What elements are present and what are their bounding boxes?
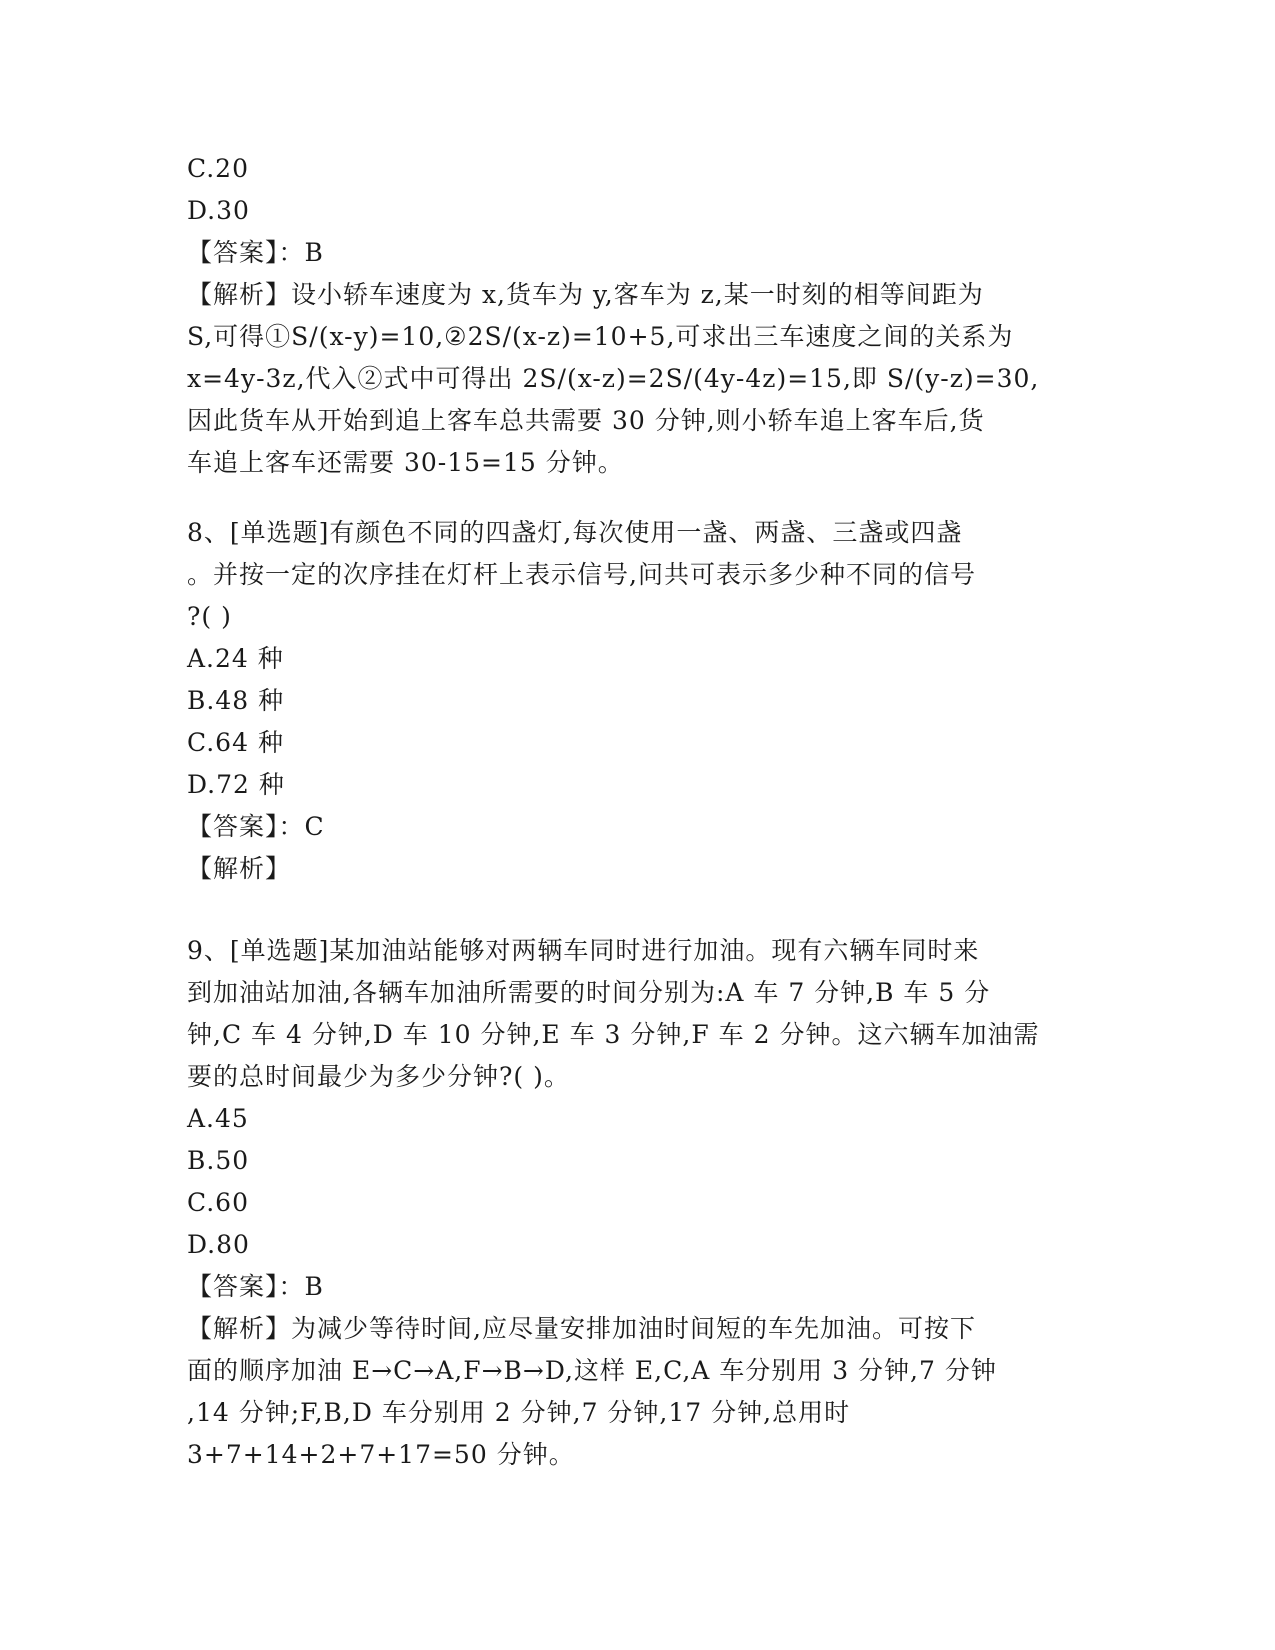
analysis-line: ,14 分钟;F,B,D 车分别用 2 分钟,7 分钟,17 分钟,总用时 bbox=[187, 1398, 851, 1427]
question-text-line: 。并按一定的次序挂在灯杆上表示信号,问共可表示多少种不同的信号 bbox=[187, 560, 976, 589]
option-b: B.50 bbox=[187, 1146, 250, 1175]
question-text-line: 9、[单选题]某加油站能够对两辆车同时进行加油。现有六辆车同时来 bbox=[187, 936, 980, 965]
question-text-line: 8、[单选题]有颜色不同的四盏灯,每次使用一盏、两盏、三盏或四盏 bbox=[187, 518, 963, 547]
analysis-line: 因此货车从开始到追上客车总共需要 30 分钟,则小轿车追上客车后,货 bbox=[187, 406, 985, 435]
question-8-block bbox=[187, 512, 1087, 890]
question-text-line: 钟,C 车 4 分钟,D 车 10 分钟,E 车 3 分钟,F 车 2 分钟。这六辆车加油需 bbox=[187, 1020, 1040, 1049]
question-text-line: 到加油站加油,各辆车加油所需要的时间分别为:A 车 7 分钟,B 车 5 分 bbox=[187, 978, 991, 1007]
answer-line: 【答案】：B bbox=[187, 1272, 324, 1301]
question-7-block bbox=[187, 148, 1087, 484]
answer-line: 【答案】：B bbox=[187, 238, 324, 267]
option-a: A.45 bbox=[187, 1104, 249, 1133]
analysis-line: x=4y-3z,代入②式中可得出 2S/(x-z)=2S/(4y-4z)=15,即 S/(y-z)=30, bbox=[187, 364, 1040, 393]
analysis-line: 【解析】为减少等待时间,应尽量安排加油时间短的车先加油。可按下 bbox=[187, 1314, 976, 1343]
analysis-line: 面的顺序加油 E→C→A,F→B→D,这样 E,C,A 车分别用 3 分钟,7 分钟 bbox=[187, 1356, 997, 1385]
analysis-line: 3+7+14+2+7+17=50 分钟。 bbox=[187, 1440, 575, 1469]
question-9-block bbox=[187, 930, 1087, 1476]
analysis-line: 【解析】设小轿车速度为 x,货车为 y,客车为 z,某一时刻的相等间距为 bbox=[187, 280, 984, 309]
question-text-line: 要的总时间最少为多少分钟?( )。 bbox=[187, 1062, 570, 1091]
option-d: D.30 bbox=[187, 196, 250, 225]
option-a: A.24 种 bbox=[187, 644, 284, 673]
option-c: C.64 种 bbox=[187, 728, 284, 757]
option-b: B.48 种 bbox=[187, 686, 285, 715]
analysis-line: S,可得①S/(x-y)=10,②2S/(x-z)=10+5,可求出三车速度之间的关系为 bbox=[187, 322, 1014, 351]
analysis-line: 【解析】 bbox=[187, 854, 292, 883]
option-c: C.20 bbox=[187, 154, 249, 183]
question-text-line: ?( ) bbox=[187, 602, 232, 631]
analysis-line: 车追上客车还需要 30-15=15 分钟。 bbox=[187, 448, 624, 477]
option-d: D.80 bbox=[187, 1230, 250, 1259]
option-d: D.72 种 bbox=[187, 770, 285, 799]
answer-line: 【答案】：C bbox=[187, 812, 325, 841]
option-c: C.60 bbox=[187, 1188, 249, 1217]
